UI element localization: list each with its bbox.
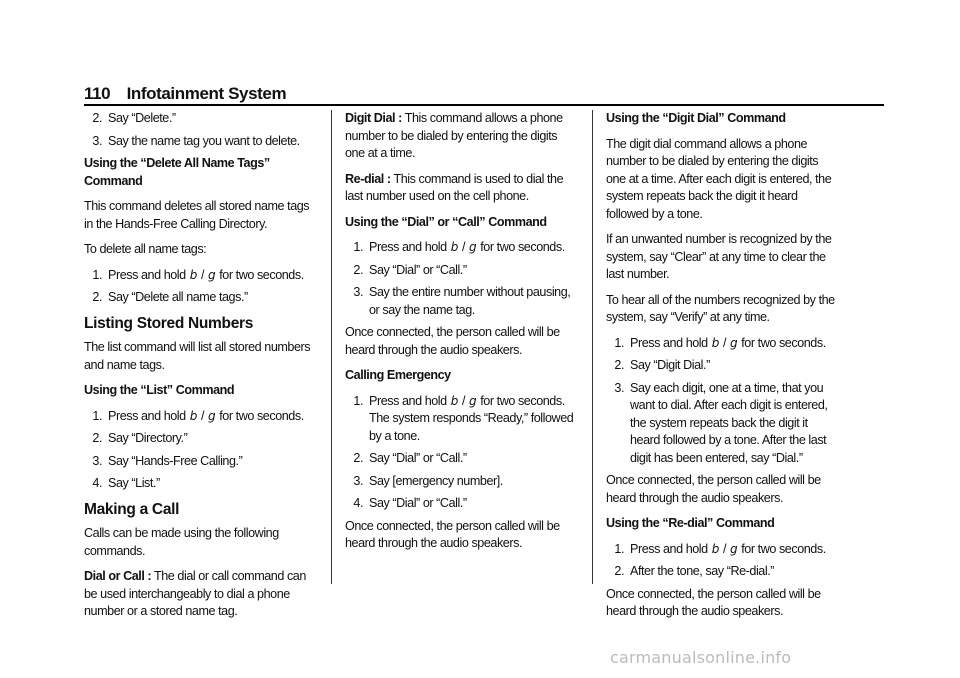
paragraph: If an unwanted number is recognized by the system, say “Clear” at any time to clear the last number. bbox=[606, 232, 832, 281]
subheading-redial: Using the “Re-dial” Command bbox=[606, 516, 775, 530]
step-item: 4. Say “List.” bbox=[92, 476, 160, 490]
column-3 bbox=[606, 110, 838, 629]
paragraph-dial-or-call: Dial or Call : The dial or call command can be used interchangeably to dial a phone number or a stored name tag. bbox=[84, 569, 306, 618]
push-to-talk-icon: b bbox=[189, 408, 197, 423]
step-item: 2. Say “Directory.” bbox=[92, 431, 188, 445]
watermark: carmanualsonline.info bbox=[610, 648, 792, 667]
paragraph-redial: Re-dial : This command is used to dial the last number used on the cell phone. bbox=[345, 171, 564, 203]
step-item: 2. Say “Dial” or “Call.” bbox=[353, 262, 467, 277]
subheading-delete-all: Using the “Delete All Name Tags” Command bbox=[84, 156, 270, 188]
step-item: 2. Say “Dial” or “Call.” bbox=[353, 451, 467, 465]
column-divider bbox=[331, 110, 332, 584]
paragraph: Once connected, the person called will be heard through the audio speakers. bbox=[345, 518, 560, 550]
step-item: 2. Say “Delete all name tags.” bbox=[92, 290, 248, 304]
step-item: 2. Say “Delete.” bbox=[92, 111, 176, 125]
heading-making-call: Making a Call bbox=[84, 500, 180, 518]
step-item: 3. Say each digit, one at a time, that you want to dial. After each digit is entered, the system repeats back the digit it heard followed by a tone. After the last digit has been entered, say “Dial.” bbox=[614, 380, 828, 465]
step-item: 3. Say the entire number without pausing, or say the name tag. bbox=[353, 285, 571, 317]
step-item: 3. Say [emergency number]. bbox=[353, 473, 503, 488]
step-item: 1. Press and hold b / g for two seconds. bbox=[614, 541, 826, 556]
column-2 bbox=[345, 110, 577, 561]
step-item: 2. After the tone, say “Re-dial.” bbox=[614, 564, 774, 578]
paragraph-digit-dial: Digit Dial : This command allows a phone number to be dialed by entering the digits one at a time. bbox=[345, 111, 563, 160]
header-rule bbox=[84, 104, 884, 106]
paragraph: The list command will list all stored numbers and name tags. bbox=[84, 340, 311, 372]
paragraph: To delete all name tags: bbox=[84, 242, 207, 256]
phone-icon: g bbox=[208, 408, 216, 423]
subheading-emergency: Calling Emergency bbox=[345, 368, 451, 382]
paragraph: Once connected, the person called will be heard through the audio speakers. bbox=[606, 586, 821, 618]
step-item: 1. Press and hold b / g for two seconds. The system responds “Ready,” followed by a tone. bbox=[353, 393, 574, 443]
paragraph: Once connected, the person called will be heard through the audio speakers. bbox=[345, 325, 560, 357]
step-item: 4. Say “Dial” or “Call.” bbox=[353, 496, 467, 510]
page-header bbox=[84, 84, 884, 104]
step-item: 3. Say “Hands-Free Calling.” bbox=[92, 453, 243, 468]
step-item: 1. Press and hold b / g for two seconds. bbox=[92, 408, 304, 423]
paragraph: The digit dial command allows a phone number to be dialed by entering the digits one at a time. After each digit is entered, the system repeats back the digit it heard followed by a tone. bbox=[606, 136, 832, 221]
push-to-talk-icon: b bbox=[450, 393, 458, 408]
step-item: 1. Press and hold b / g for two seconds. bbox=[614, 335, 826, 350]
paragraph: Calls can be made using the following commands. bbox=[84, 526, 279, 558]
step-item: 1. Press and hold b / g for two seconds. bbox=[353, 240, 565, 254]
step-item: 1. Press and hold b / g for two seconds. bbox=[92, 267, 304, 282]
column-divider bbox=[592, 110, 593, 584]
phone-icon: g bbox=[730, 335, 738, 350]
page-number: 110 bbox=[84, 84, 111, 103]
paragraph: Once connected, the person called will be heard through the audio speakers. bbox=[606, 473, 821, 505]
phone-icon: g bbox=[469, 393, 477, 408]
step-item: 3. Say the name tag you want to delete. bbox=[92, 133, 300, 148]
phone-icon: g bbox=[730, 541, 738, 556]
heading-listing: Listing Stored Numbers bbox=[84, 314, 254, 332]
phone-icon: g bbox=[208, 267, 216, 282]
push-to-talk-icon: b bbox=[189, 267, 197, 282]
phone-icon: g bbox=[469, 240, 477, 254]
push-to-talk-icon: b bbox=[450, 240, 458, 254]
subheading-digit-dial: Using the “Digit Dial” Command bbox=[606, 111, 786, 125]
subheading-dial-call: Using the “Dial” or “Call” Command bbox=[345, 214, 547, 229]
column-1 bbox=[84, 110, 316, 629]
push-to-talk-icon: b bbox=[711, 335, 719, 350]
step-item: 2. Say “Digit Dial.” bbox=[614, 358, 710, 372]
paragraph: This command deletes all stored name tags in the Hands-Free Calling Directory. bbox=[84, 199, 310, 231]
subheading-list: Using the “List” Command bbox=[84, 383, 235, 397]
section-title: Infotainment System bbox=[126, 84, 287, 103]
push-to-talk-icon: b bbox=[711, 541, 719, 556]
paragraph: To hear all of the numbers recognized by the system, say “Verify” at any time. bbox=[606, 292, 835, 324]
